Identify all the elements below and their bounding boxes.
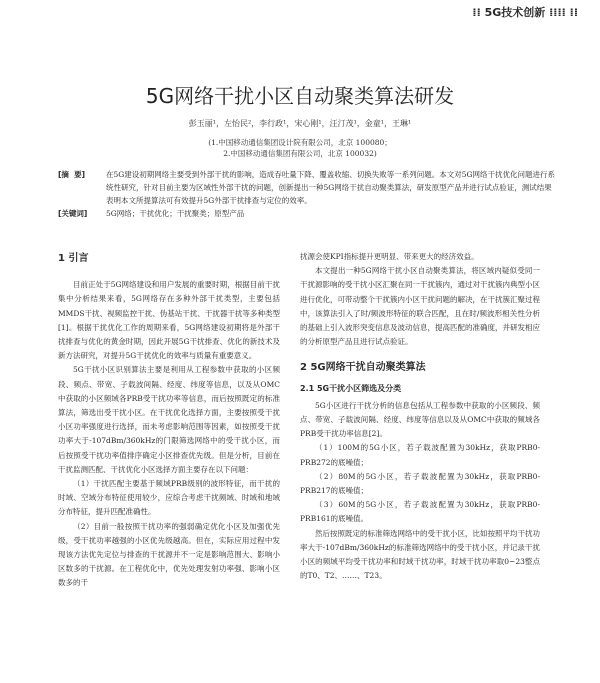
paragraph: 目前正处于5G网络建设和用户发展的重要时期，根据目前干扰集中分析结果来看，5G网络存在多种外部干扰类型，主要包括MMDS干扰、视频监控干扰、伪基站干扰、干扰器干扰等多种类型[1]。根据干扰优化工作的周期来看，5G网络建设初期将是外部干扰排查与优化的黄金时期，因此开展5G干扰排查、优化的新技术及新方法研究，对提升5G干扰优化的效率与质量有重要意义。 (58, 280, 280, 361)
paragraph: （1）100M的5G小区，若子载波配置为30kHz，获取PRB0-PRB272的底噪值； (300, 443, 540, 467)
abstract-block (58, 168, 558, 220)
keywords-row (58, 207, 558, 220)
abstract-row (58, 168, 558, 207)
paragraph: 然后按照既定的标准筛选网络中的受干扰小区，比如按照平均干扰功率大于-107dBm/360kHz的标准筛选网络中的受干扰小区，并记录干扰小区的频域平均受干扰功率和时域干扰功率，时域干扰功率取0~23整点的T0、T2、……、T23。 (300, 528, 540, 581)
paragraph: 5G干扰小区识别算法主要是利用从工程参数中获取的小区频段、频点、带宽、子载波间隔、经度、纬度等信息，以及从OMC中获取的小区频域各PRB受干扰功率等信息，而后按照既定的标准算法，筛选出受干扰小区。在干扰优化选择方面，主要按照受干扰小区功率强度进行选择，而未考虑影响范围等因素，如按照受干扰功率大于-107dBm/360kHz的门限筛选网络中的受干扰小区，而后按照受干扰功率值排序确定小区排查优先级。但是分析，目前在干扰监测匹配、干扰优化小区选择方面主要存在以下问题： (58, 365, 280, 474)
paragraph: （1）干扰匹配主要基于频域PRB级别的波形特征，而干扰的时域、空域分布特征使用较少，应综合考虑干扰频域、时域和地域分布特征，提升匹配准确性。 (58, 479, 280, 517)
affiliation-1: (1.中国移动通信集团设计院有限公司，北京 100080； (208, 138, 392, 147)
author-list: 彭玉丽¹，左怡民²，李行政¹，宋心刚¹，汪汀茂¹，金童¹，王琳¹ (188, 119, 412, 128)
abstract-text: 在5G建设初期网络主要受到外部干扰的影响，造成吞吐量下降、覆盖收缩、切换失败等一系列问题。本文对5G网络干扰优化问题进行系统性研究，针对目前主要为区域性外部干扰的问题，创新提出一种5G网络干扰自动聚类算法，研发原型产品并进行试点验证，测试结果表明本文所提算法可有效提升5G外部干扰排查与定位的效率。 (106, 170, 556, 205)
paragraph-continued: 扰源会使KPI指标提升更明显、带来更大的经济效益。 (300, 252, 479, 261)
left-column (58, 250, 280, 591)
paragraph: 5G小区进行干扰分析的信息包括从工程参数中获取的小区频段、频点、带宽、子载波间隔、经度、纬度等信息以及从OMC中获取的频域各PRB受干扰功率信息[2]。 (300, 400, 540, 439)
keywords-label: [关键词] (58, 209, 88, 218)
section-1-heading: 1 引言 (58, 253, 89, 264)
paragraph: 本文提出一种5G网络干扰小区自动聚类算法，将区域内疑似受同一干扰源影响的受干扰小区汇聚在同一干扰簇内，通过对干扰簇内典型小区进行优化，可带动整个干扰簇内小区干扰问题的解决，在干扰簇汇聚过程中，该算法引入了时/频波形特征的联合匹配，且在时/频波形相关性分析的基础上引入波形突变信息及波动信息，提高匹配的准确度，并研发相应的分析原型产品且进行试点验证。 (300, 266, 540, 347)
paper-title: 5G网络干扰小区自动聚类算法研发 (145, 84, 455, 108)
paragraph: （3）60M的5G小区，若子载波配置为30kHz，获取PRB0-PRB161的底噪值。 (300, 500, 540, 524)
right-column (300, 250, 540, 583)
abstract-label: [摘 要] (58, 170, 86, 179)
column-tag: ⁞⁞ 5G技术创新 ⁞⁞⁞⁞ ⁞⁞ (472, 6, 578, 19)
paragraph: （2）目前一般按照干扰功率的强弱确定优化小区及加强优先级，受干扰功率越强的小区优先级越高。但在，实际应用过程中发现该方法优先定位与排查的干扰源并不一定是影响范围大、影响小区数多的干扰源。在工程优化中，优先处理发射功率强、影响小区数多的干 (58, 521, 280, 588)
subsection-2-1-heading: 2.1 5G干扰小区筛选及分类 (300, 383, 402, 393)
paragraph: （2）80M的5G小区，若子载波配置为30kHz，获取PRB0-PRB217的底噪值； (300, 471, 540, 496)
affiliation-2: 2.中国移动通信集团有限公司，北京 100032) (223, 149, 377, 158)
keywords-text: 5G网络；干扰优化；干扰聚类；原型产品 (106, 209, 245, 218)
section-2-heading: 2 5G网络干扰自动聚类算法 (300, 362, 426, 374)
